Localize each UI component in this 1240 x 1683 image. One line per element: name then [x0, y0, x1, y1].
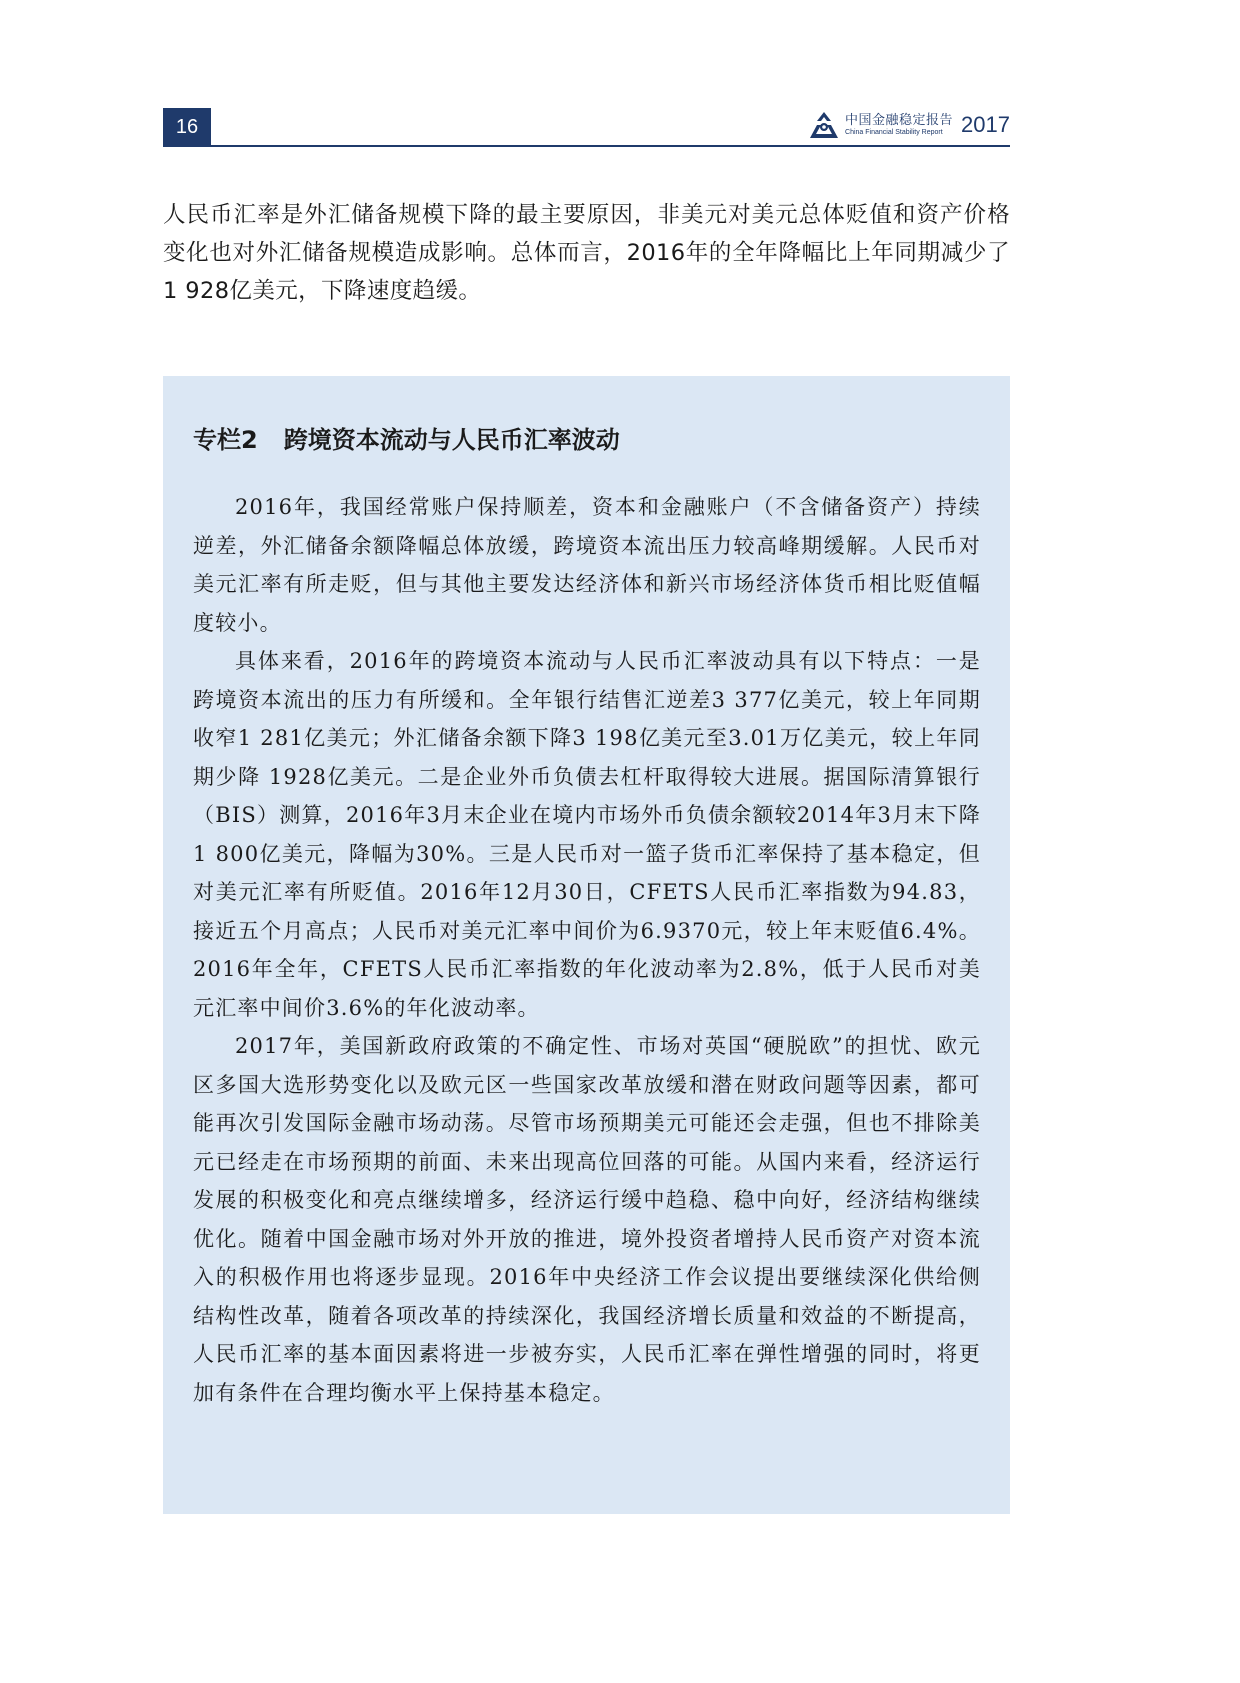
box-title [193, 420, 620, 455]
feature-box [163, 376, 1010, 1514]
box-paragraph: 2017年，美国新政府政策的不确定性、市场对英国“硬脱欧”的担忧、欧元区多国大选形势变化以及欧元区一些国家改革放缓和潜在财政问题等因素，都可能再次引发国际金融市场动荡。尽管市场预期美元可能还会走强，但也不排除美元已经走在市场预期的前面、未来出现高位回落的可能。从国内来看，经济运行发展的积极变化和亮点继续增多，经济运行缓中趋稳、稳中向好，经济结构继续优化。随着中国金融市场对外开放的推进，境外投资者增持人民币资产对资本流入的积极作用也将逐步显现。2016年中央经济工作会议提出要继续深化供给侧结构性改革，随着各项改革的持续深化，我国经济增长质量和效益的不断提高，人民币汇率的基本面因素将进一步被夯实，人民币汇率在弹性增强的同时，将更加有条件在合理均衡水平上保持基本稳定。 [193, 1034, 981, 1405]
pboc-logo-icon [809, 111, 839, 139]
box-body [193, 488, 981, 1412]
box-label: 专栏2 [193, 426, 258, 454]
report-brand [809, 111, 1010, 139]
box-heading: 跨境资本流动与人民币汇率波动 [283, 426, 620, 454]
brand-year: 2017 [961, 112, 1010, 137]
intro-paragraph: 人民币汇率是外汇储备规模下降的最主要原因，非美元对美元总体贬值和资产价格变化也对外汇储备规模造成影响。总体而言，2016年的全年降幅比上年同期减少了1 928亿美元，下降速度趋缓。 [163, 202, 1010, 304]
page-number: 16 [163, 108, 211, 146]
brand-title-en: China Financial Stability Report [845, 129, 943, 136]
brand-text [845, 114, 953, 136]
header-rule [163, 145, 1010, 147]
brand-title-cn: 中国金融稳定报告 [845, 113, 954, 128]
box-paragraph: 2016年，我国经常账户保持顺差，资本和金融账户（不含储备资产）持续逆差，外汇储备余额降幅总体放缓，跨境资本流出压力较高峰期缓解。人民币对美元汇率有所走贬，但与其他主要发达经济体和新兴市场经济体货币相比贬值幅度较小。 [193, 495, 981, 635]
box-paragraph: 具体来看，2016年的跨境资本流动与人民币汇率波动具有以下特点：一是跨境资本流出的压力有所缓和。全年银行结售汇逆差3 377亿美元，较上年同期收窄1 281亿美元；外汇储备余额下降3 198亿美元至3.01万亿美元，较上年同期少降 1928亿美元。二是企业外币负债去杠杆取得较大进展。据国际清算银行（BIS）测算，2016年3月末企业在境内市场外币负债余额较2014年3月末下降1 800亿美元，降幅为30%。三是人民币对一篮子货币汇率保持了基本稳定，但对美元汇率有所贬值。2016年12月30日，CFETS人民币汇率指数为94.83，接近五个月高点；人民币对美元汇率中间价为6.9370元，较上年末贬值6.4%。2016年全年，CFETS人民币汇率指数的年化波动率为2.8%，低于人民币对美元汇率中间价3.6%的年化波动率。 [193, 649, 981, 1020]
